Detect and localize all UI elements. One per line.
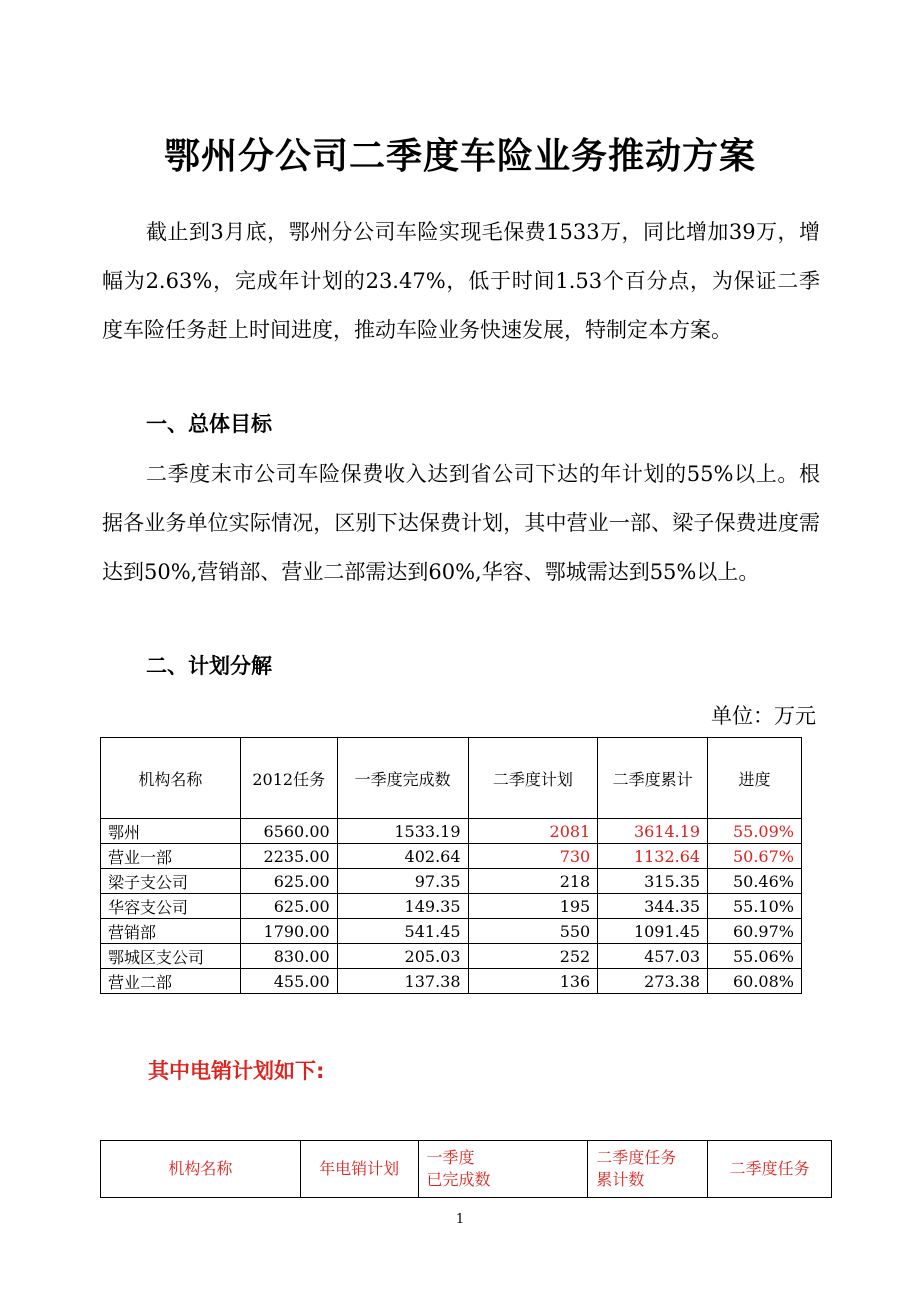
column-header: 进度 <box>708 738 802 819</box>
task-cell: 455.00 <box>240 969 337 994</box>
table-row <box>101 944 802 969</box>
page-title: 鄂州分公司二季度车险业务推动方案 <box>163 136 756 177</box>
table-row <box>101 869 802 894</box>
telesales-plan-title: 其中电销计划如下: <box>148 1059 325 1083</box>
column-header: 2012任务 <box>240 738 337 819</box>
column-header: 一季度 已完成数 <box>418 1141 588 1198</box>
progress-cell: 55.10% <box>708 894 802 919</box>
column-header: 二季度计划 <box>468 738 598 819</box>
q2-plan-cell: 730 <box>468 844 598 869</box>
task-cell: 1790.00 <box>240 919 337 944</box>
table-header-row <box>101 738 802 819</box>
task-cell: 6560.00 <box>240 819 337 844</box>
plan-breakdown-table <box>100 737 802 994</box>
progress-cell: 55.09% <box>708 819 802 844</box>
progress-cell: 60.08% <box>708 969 802 994</box>
q2-cumulative-cell: 1132.64 <box>598 844 708 869</box>
table-row <box>101 969 802 994</box>
q1-cell: 137.38 <box>337 969 468 994</box>
task-cell: 2235.00 <box>240 844 337 869</box>
q2-plan-cell: 2081 <box>468 819 598 844</box>
task-cell: 830.00 <box>240 944 337 969</box>
org-name-cell: 营业二部 <box>101 969 241 994</box>
table-header-row <box>101 1141 832 1198</box>
telesales-plan-table <box>100 1140 832 1198</box>
column-header: 二季度任务 累计数 <box>588 1141 708 1198</box>
org-name-cell: 梁子支公司 <box>101 869 241 894</box>
intro-paragraph: 截止到3月底，鄂州分公司车险实现毛保费1533万，同比增加39万，增幅为2.63%，完成年计划的23.47%，低于时间1.53个百分点，为保证二季度车险任务赶上时间进度，推动车险业务快速发展，特制定本方案。 <box>102 220 820 342</box>
org-name-cell: 鄂州 <box>101 819 241 844</box>
progress-cell: 55.06% <box>708 944 802 969</box>
column-header: 机构名称 <box>101 1141 301 1198</box>
q1-cell: 402.64 <box>337 844 468 869</box>
table-row <box>101 844 802 869</box>
org-name-cell: 华容支公司 <box>101 894 241 919</box>
q2-cumulative-cell: 3614.19 <box>598 819 708 844</box>
q1-cell: 541.45 <box>337 919 468 944</box>
q2-plan-cell: 218 <box>468 869 598 894</box>
q2-plan-cell: 195 <box>468 894 598 919</box>
q1-cell: 97.35 <box>337 869 468 894</box>
table-row <box>101 894 802 919</box>
org-name-cell: 鄂城区支公司 <box>101 944 241 969</box>
column-header: 机构名称 <box>101 738 241 819</box>
q2-plan-cell: 550 <box>468 919 598 944</box>
q1-cell: 1533.19 <box>337 819 468 844</box>
column-header: 二季度任务 <box>708 1141 832 1198</box>
q1-cell: 149.35 <box>337 894 468 919</box>
table-row <box>101 919 802 944</box>
table-row <box>101 819 802 844</box>
task-cell: 625.00 <box>240 894 337 919</box>
q2-cumulative-cell: 1091.45 <box>598 919 708 944</box>
q2-cumulative-cell: 273.38 <box>598 969 708 994</box>
goal-paragraph: 二季度末市公司车险保费收入达到省公司下达的年计划的55%以上。根据各业务单位实际情况，区别下达保费计划，其中营业一部、梁子保费进度需达到50%,营销部、营业二部需达到60%,华容、鄂城需达到55%以上。 <box>102 462 820 584</box>
progress-cell: 50.67% <box>708 844 802 869</box>
page-number: 1 <box>455 1212 465 1227</box>
q2-cumulative-cell: 344.35 <box>598 894 708 919</box>
org-name-cell: 营销部 <box>101 919 241 944</box>
q2-plan-cell: 252 <box>468 944 598 969</box>
section-heading-goal: 一、总体目标 <box>146 412 272 436</box>
column-header: 二季度累计 <box>598 738 708 819</box>
task-cell: 625.00 <box>240 869 337 894</box>
section-heading-plan: 二、计划分解 <box>146 654 272 678</box>
column-header: 一季度完成数 <box>337 738 468 819</box>
q2-plan-cell: 136 <box>468 969 598 994</box>
org-name-cell: 营业一部 <box>101 844 241 869</box>
unit-label: 单位：万元 <box>711 704 816 728</box>
progress-cell: 50.46% <box>708 869 802 894</box>
q2-cumulative-cell: 315.35 <box>598 869 708 894</box>
column-header: 年电销计划 <box>300 1141 418 1198</box>
q2-cumulative-cell: 457.03 <box>598 944 708 969</box>
q1-cell: 205.03 <box>337 944 468 969</box>
progress-cell: 60.97% <box>708 919 802 944</box>
